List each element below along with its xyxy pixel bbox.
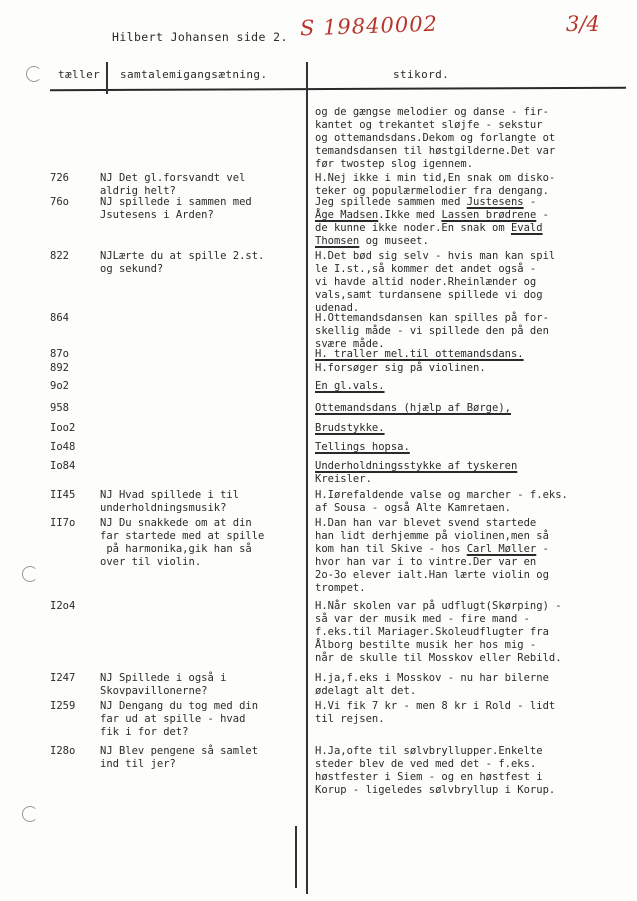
keyword-line: 2o-3o elever ialt.Han lærte violin og	[315, 569, 549, 581]
keyword-line: H.ja,f.eks i Mosskov - nu har bilerne	[315, 672, 549, 684]
question-line: NJ Du snakkede om at din	[100, 517, 252, 529]
question-line: aldrig helt?	[100, 185, 176, 197]
question-line: fik i for det?	[100, 726, 189, 738]
question-text	[100, 745, 298, 771]
question-line: NJ Spillede i også i	[100, 672, 227, 684]
column-header-question: samtalemigangsætning.	[120, 68, 268, 81]
keyword-line: steder blev de ved med det - f.eks.	[315, 758, 537, 770]
keyword-line: skellig måde - vi spillede den på den	[315, 325, 549, 337]
question-line: underholdningsmusik?	[100, 502, 227, 514]
counter-value: I259	[50, 700, 76, 712]
keyword-line: H.Nej ikke i min tid,En snak om disko-	[315, 172, 556, 184]
intro-line: kantet og trekantet sløjfe - sekstur	[315, 119, 543, 131]
counter-value: 822	[50, 250, 69, 262]
intro-line: og de gængse melodier og danse - fir-	[315, 106, 549, 118]
intro-line: før twostep slog igennem.	[315, 158, 474, 170]
keyword-line: han lidt derhjemme på violinen,men så	[315, 530, 549, 542]
archive-number-stamp: S 19840002	[299, 11, 439, 41]
counter-value: 864	[50, 312, 69, 324]
counter-value: II45	[50, 489, 76, 501]
keyword-text	[315, 460, 615, 486]
keyword-line: ødelagt alt det.	[315, 685, 417, 697]
keyword-line: Tellings hopsa.	[315, 441, 410, 453]
counter-value: Io84	[50, 460, 76, 472]
question-line: far ud at spille - hvad	[100, 713, 246, 725]
keyword-line: Jeg spillede sammen med Justesens -	[315, 196, 537, 208]
keyword-line: H.forsøger sig på violinen.	[315, 362, 486, 374]
question-text	[100, 489, 298, 515]
keyword-line: f.eks.til Mariager.Skoleudflugter fra	[315, 626, 549, 638]
counter-value: 726	[50, 172, 69, 184]
keyword-text	[315, 196, 615, 248]
keyword-line: H.Vi fik 7 kr - men 8 kr i Rold - lidt	[315, 700, 556, 712]
question-line: over til violin.	[100, 556, 202, 568]
keyword-line: H.Dan han var blevet svend startede	[315, 517, 537, 529]
intro-line: og ottemandsdans.Dekom og forlangte ot	[315, 132, 556, 144]
counter-value: 892	[50, 362, 69, 374]
keyword-line: til rejsen.	[315, 713, 385, 725]
keyword-line: de kunne ikke noder.En snak om Evald	[315, 222, 543, 234]
keyword-line: teker og populærmelodier fra dengang.	[315, 185, 549, 197]
keyword-text	[315, 700, 615, 726]
question-text	[100, 672, 298, 698]
keyword-line: Brudstykke.	[315, 422, 385, 434]
keyword-line: trompet.	[315, 582, 366, 594]
keyword-text	[315, 600, 615, 665]
counter-value: I2o4	[50, 600, 76, 612]
keyword-text	[315, 517, 615, 595]
keyword-line: H.Iørefaldende valse og marcher - f.eks.	[315, 489, 568, 501]
margin-mark	[295, 826, 297, 888]
keyword-line: H.Ja,ofte til sølvbryllupper.Enkelte	[315, 745, 543, 757]
keyword-line: vals,samt turdansene spillede vi dog	[315, 289, 543, 301]
keyword-text	[315, 441, 615, 454]
keyword-text	[315, 402, 615, 415]
keyword-text	[315, 312, 615, 351]
intro-paragraph	[315, 106, 615, 171]
question-line: og sekund?	[100, 263, 164, 275]
counter-value: Io48	[50, 441, 76, 453]
column-divider-counter	[106, 62, 108, 94]
keyword-text	[315, 172, 615, 198]
column-divider-keyword	[306, 62, 308, 894]
question-line: far startede med at spille	[100, 530, 265, 542]
question-line: NJLærte du at spille 2.st.	[100, 250, 265, 262]
keyword-line: så var der musik med - fire mand -	[315, 613, 530, 625]
intro-line: temandsdansen til høstgilderne.Det var	[315, 145, 556, 157]
keyword-line: H.Når skolen var på udflugt(Skørping) -	[315, 600, 562, 612]
keyword-text	[315, 745, 615, 797]
keyword-line: Ålborg bestilte musik her hos mig -	[315, 639, 537, 651]
counter-value: I28o	[50, 745, 76, 757]
question-line: på harmonika,gik han så	[100, 543, 252, 555]
question-line: Skovpavillonerne?	[100, 685, 208, 697]
keyword-text	[315, 380, 615, 393]
counter-value: 9o2	[50, 380, 69, 392]
column-header-keyword: stikord.	[393, 68, 450, 81]
keyword-line: af Sousa - også Alte Kamretaen.	[315, 502, 511, 514]
question-line: NJ spillede i sammen med	[100, 196, 252, 208]
question-line: NJ Dengang du tog med din	[100, 700, 259, 712]
keyword-line: udenad.	[315, 302, 360, 314]
counter-value: Ioo2	[50, 422, 76, 434]
question-text	[100, 172, 298, 198]
counter-value: I247	[50, 672, 76, 684]
keyword-line: hvor han var i to vintre.Der var en	[315, 556, 537, 568]
question-line: Jsutesens i Arden?	[100, 209, 214, 221]
punch-hole-icon	[22, 806, 38, 822]
header-author: Hilbert Johansen side 2.	[112, 30, 288, 44]
keyword-line: svære måde.	[315, 338, 385, 350]
counter-value: II7o	[50, 517, 76, 529]
question-line: ind til jer?	[100, 758, 176, 770]
keyword-text	[315, 362, 615, 375]
question-line: NJ Det gl.forsvandt vel	[100, 172, 246, 184]
question-line: NJ Blev pengene så samlet	[100, 745, 259, 757]
keyword-text	[315, 672, 615, 698]
keyword-text	[315, 422, 615, 435]
keyword-text	[315, 348, 615, 361]
keyword-line: høstfester i Siem - og en høstfest i	[315, 771, 543, 783]
keyword-line: En gl.vals.	[315, 380, 385, 392]
column-header-counter: tæller	[58, 68, 101, 81]
keyword-line: vi havde altid noder.Rheinlænder og	[315, 276, 537, 288]
question-text	[100, 250, 298, 276]
keyword-text	[315, 250, 615, 315]
counter-value: 76o	[50, 196, 69, 208]
counter-value: 87o	[50, 348, 69, 360]
counter-value: 958	[50, 402, 69, 414]
keyword-line: le I.st.,så kommer det andet også -	[315, 263, 537, 275]
keyword-line: Åge Madsen.Ikke med Lassen brødrene -	[315, 209, 549, 221]
keyword-line: H. traller mel.til ottemandsdans.	[315, 348, 524, 360]
keyword-line: Ottemandsdans (hjælp af Børge),	[315, 402, 511, 414]
keyword-line: Kreisler.	[315, 473, 372, 485]
keyword-line: Thomsen og museet.	[315, 235, 429, 247]
punch-hole-icon	[26, 66, 42, 82]
header-rule	[50, 87, 626, 92]
question-text	[100, 196, 298, 222]
punch-hole-icon	[22, 566, 38, 582]
keyword-line: H.Ottemandsdansen kan spilles på for-	[315, 312, 549, 324]
question-text	[100, 700, 298, 739]
keyword-line: kom han til Skive - hos Carl Møller -	[315, 543, 549, 555]
keyword-line: Korup - ligeledes sølvbryllup i Korup.	[315, 784, 556, 796]
page-marker: 3/4	[566, 12, 600, 36]
question-line: NJ Hvad spillede i til	[100, 489, 240, 501]
question-text	[100, 517, 298, 569]
keyword-text	[315, 489, 615, 515]
keyword-line: Underholdningsstykke af tyskeren	[315, 460, 518, 472]
keyword-line: H.Det bød sig selv - hvis man kan spil	[315, 250, 556, 262]
keyword-line: når de skulle til Mosskov eller Rebild.	[315, 652, 562, 664]
